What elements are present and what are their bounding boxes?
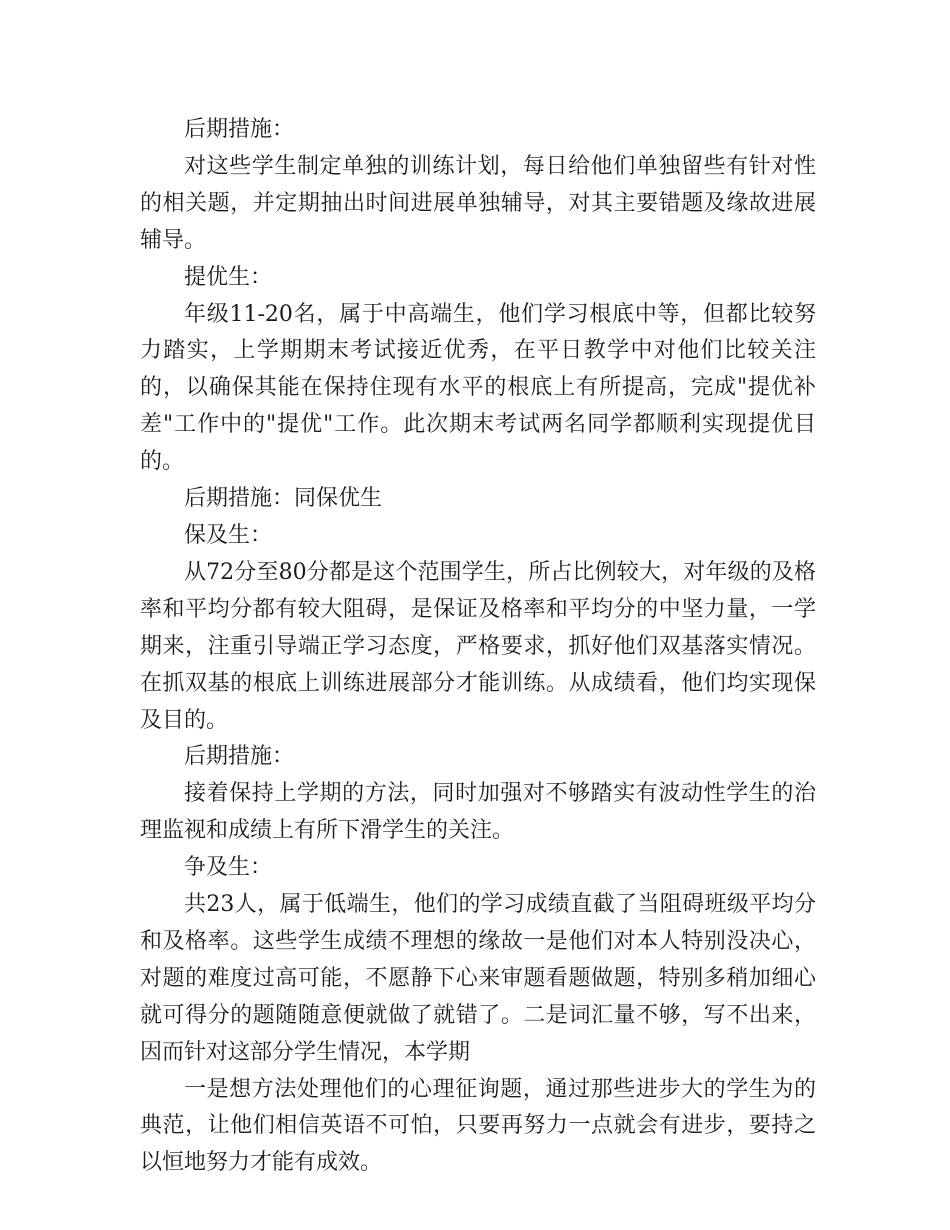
document-body xyxy=(140,112,816,1182)
body-paragraph: 从72分至80分都是这个范围学生，所占比例较大，对年级的及格率和平均分都有较大阻碍，是保证及格率和平均分的中坚力量，一学期来，注重引导端正学习态度，严格要求，抓好他们双基落实情况。在抓双基的根底上训练进展部分才能训练。从成绩看，他们均实现保及目的。 xyxy=(140,559,816,733)
section-heading: 后期措施： xyxy=(184,117,295,142)
section-heading: 提优生： xyxy=(184,264,273,290)
body-paragraph: 共23人，属于低端生，他们的学习成绩直截了当阻碍班级平均分和及格率。这些学生成绩不理想的缘故一是他们对本人特别没决心，对题的难度过高可能，不愿静下心来审题看题做题，特别多稍加细心就可得分的题随随意便就做了就错了。二是词汇量不够，写不出来，因而针对这部分学生情况，本学期 xyxy=(140,892,816,1065)
section-heading: 保及生： xyxy=(184,522,273,548)
section-heading: 争及生： xyxy=(184,855,273,881)
body-paragraph: 一是想方法处理他们的心理征询题，通过那些进步大的学生为的典范，让他们相信英语不可怕，只要再努力一点就会有进步，要持之以恒地努力才能有成效。 xyxy=(140,1076,816,1176)
section-heading: 后期措施：同保优生 xyxy=(184,486,383,512)
section-heading: 后期措施： xyxy=(184,744,295,770)
body-paragraph: 接着保持上学期的方法，同时加强对不够踏实有波动性学生的治理监视和成绩上有所下滑学生的关注。 xyxy=(140,781,816,844)
body-paragraph: 年级11-20名，属于中高端生，他们学习根底中等，但都比较努力踏实，上学期期末考试接近优秀，在平日教学中对他们比较关注的，以确保其能在保持住现有水平的根底上有所提高，完成"提优补差"工作中的"提优"工作。此次期末考试两名同学都顺利实现提优目的。 xyxy=(140,301,816,475)
body-paragraph: 对这些学生制定单独的训练计划，每日给他们单独留些有针对性的相关题，并定期抽出时间进展单独辅导，对其主要错题及缘故进展辅导。 xyxy=(140,153,816,253)
